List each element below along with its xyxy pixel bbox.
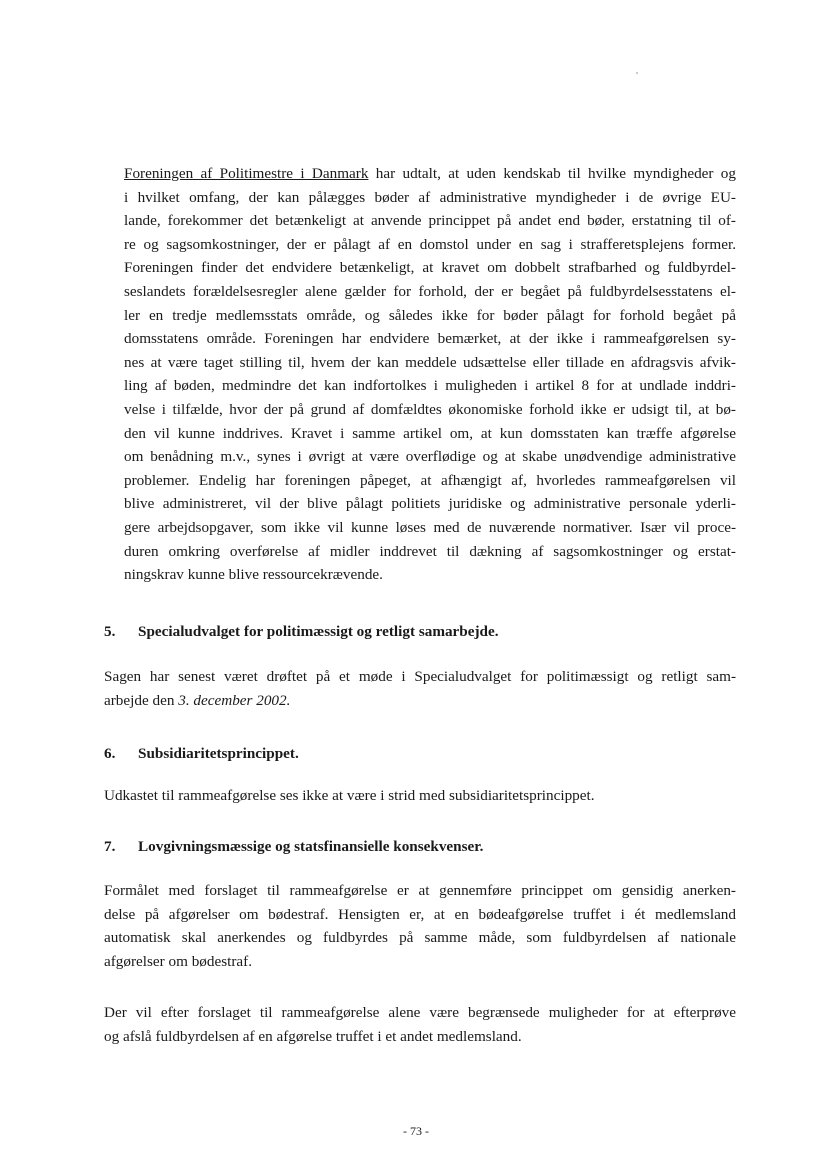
paragraph-line: Der vil efter forslaget til rammeafgørelse alene være begrænsede muligheder for at efterprøve [104, 1004, 736, 1021]
page-number: - 73 - [403, 1124, 429, 1138]
paragraph-line: Sagen har senest været drøftet på et møde i Specialudvalget for politimæssigt og retligt sam- [104, 668, 736, 685]
section-7-paragraph-1 [104, 879, 736, 973]
intro-line: ler en tredje medlemsstats område, og således ikke for bøder pålagt for forhold begået på [124, 306, 736, 324]
paragraph-line: afgørelser om bødestraf. [104, 952, 253, 970]
intro-line [124, 162, 736, 186]
paragraph-line: automatisk skal anerkendes og fuldbyrdes på samme måde, som fuldbyrdelsen af nationale [104, 929, 736, 947]
paragraph-line: delse på afgørelser om bødestraf. Hensigten er, at en bødeafgørelse truffet i ét medlemsland [104, 905, 736, 923]
intro-line: ling af bøden, medmindre det kan indfortolkes i muligheden i artikel 8 for at undlade inddri- [124, 377, 736, 395]
intro-line: seslandets forældelsesregler alene gælder for forhold, der er begået på fuldbyrdelsesstatens el- [124, 282, 736, 300]
intro-line: blive administreret, vil der blive pålagt politiets juridiske og administrative personale yderli- [124, 495, 736, 513]
intro-line: lande, forekommer det betænkeligt at anvende princippet på andet end bøder, erstatning til of- [124, 212, 736, 230]
intro-line: Foreningen finder det endvidere betænkeligt, at kravet om dobbelt strafbarhed og fuldbyrdel- [124, 259, 736, 277]
intro-line: i hvilket omfang, der kan pålægges bøder af administrative myndigheder i de øvrige EU- [124, 188, 736, 206]
section-title: Specialudvalget for politimæssigt og retligt samarbejde. [138, 623, 499, 640]
scan-speck [636, 72, 638, 74]
section-5-heading [104, 621, 499, 643]
intro-line: ningskrav kunne blive ressourcekrævende. [124, 566, 383, 584]
organisation-name: Foreningen af Politimestre i Danmark [124, 165, 369, 182]
section-title: Subsidiaritetsprincippet. [138, 745, 299, 762]
section-title: Lovgivningsmæssige og statsfinansielle konsekvenser. [138, 838, 484, 855]
meeting-date: 3. december 2002. [178, 691, 291, 709]
section-number: 7. [104, 838, 116, 855]
intro-line-text: har udtalt, at uden kendskab til hvilke myndigheder og [368, 165, 736, 182]
section-7-paragraph-2 [104, 1001, 736, 1048]
section-number: 5. [104, 623, 116, 640]
intro-line: re og sagsomkostninger, der er pålagt af en domstol under en sag i strafferetsplejens former. [124, 235, 736, 253]
intro-line: duren omkring overførelse af midler inddrevet til dækning af sagsomkostninger og erstat- [124, 542, 736, 560]
paragraph-line: og afslå fuldbyrdelsen af en afgørelse truffet i et andet medlemsland. [104, 1027, 522, 1045]
intro-line: gere arbejdsopgaver, som ikke vil kunne løses med de nuværende normativer. Især vil proce- [124, 518, 736, 536]
intro-line: den vil kunne inddrives. Kravet i samme artikel om, at kun domsstaten kan træffe afgørelse [124, 424, 736, 442]
section-6-heading [104, 743, 299, 765]
paragraph-text: arbejde den [104, 691, 179, 709]
section-6-paragraph [104, 784, 736, 808]
section-5-paragraph [104, 665, 736, 712]
paragraph-line: Formålet med forslaget til rammeafgørelse er at gennemføre princippet om gensidig anerken- [104, 882, 736, 899]
intro-line: nes at være taget stilling til, hvem der kan meddele udsættelse eller tillade en afdragsvis afvik- [124, 353, 736, 371]
paragraph-line [104, 689, 736, 713]
intro-paragraph [124, 162, 736, 587]
section-7-heading [104, 836, 483, 858]
paragraph-line: Udkastet til rammeafgørelse ses ikke at være i strid med subsidiaritetsprincippet. [104, 787, 595, 804]
intro-line: problemer. Endelig har foreningen påpeget, at afhængigt af, hvorledes rammeafgørelsen vil [124, 471, 736, 489]
intro-line: domsstatens område. Foreningen har endvidere bemærket, at der ikke i rammeafgørelsen sy- [124, 330, 736, 348]
section-number: 6. [104, 745, 116, 762]
intro-line: velse i tilfælde, hvor der på grund af domfældtes økonomiske forhold ikke er udsigt til, at bø- [124, 400, 736, 418]
intro-line: om benådning m.v., synes i øvrigt at være overflødige og at skabe unødvendige administrative [124, 448, 736, 466]
